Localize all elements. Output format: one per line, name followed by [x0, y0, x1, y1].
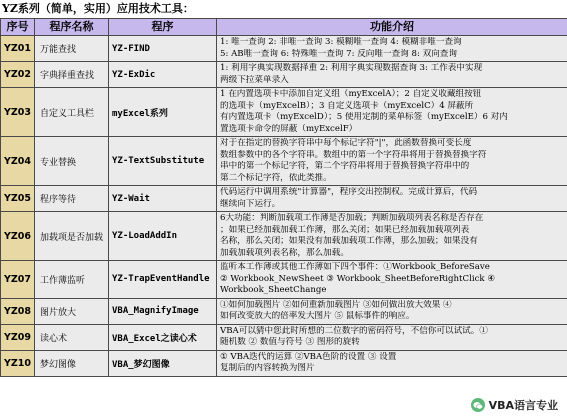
- description-line: 的选项卡（myExcelB）；3 自定义选项卡（myExcelC）4 屏蔽所: [220, 100, 474, 111]
- table-row: [1, 324, 567, 350]
- cell-serial-number: YZ08: [1, 298, 35, 324]
- cell-serial-number: YZ10: [1, 350, 35, 376]
- description-line: VBA可以猜中您此时所想的二位数字的密码符号，不信你可以试试。①: [220, 325, 488, 336]
- table-row: [1, 62, 567, 88]
- table-row: [1, 350, 567, 376]
- description-line: Workbook_SheetChange: [220, 285, 327, 295]
- cell-program: myExcel系列: [109, 88, 217, 137]
- cell-program: YZ-TextSubstitute: [109, 137, 217, 186]
- page-title: YZ系列（简单，实用）应用技术工具：: [2, 2, 194, 15]
- description-line: 有内置选项卡（myExcelD）；5 使用定制的菜单标签（myExcelE）6 对内: [220, 112, 508, 122]
- cell-program: YZ-LoadAddIn: [109, 212, 217, 261]
- table-row: [1, 298, 567, 324]
- cell-description: [217, 36, 567, 62]
- header-program: 程序: [109, 19, 217, 36]
- cell-description: [217, 324, 567, 350]
- description-line: 两级下拉菜单录入: [220, 74, 289, 85]
- cell-program-name: 程序等待: [35, 186, 109, 212]
- description-line: 对于在指定的替换字符串中每个标记字符"|"，此函数替换可变长度: [220, 138, 472, 148]
- cell-program-name: 梦幻图像: [35, 350, 109, 376]
- cell-program-name: 专业替换: [35, 137, 109, 186]
- cell-description: [217, 88, 567, 137]
- cell-description: [217, 186, 567, 212]
- cell-description: [217, 350, 567, 376]
- description-line: ② Workbook_NewSheet ③ Workbook_SheetBeforeRightClick ④: [220, 273, 496, 284]
- cell-program-name: 自定义工具栏: [35, 88, 109, 137]
- cell-description: [217, 261, 567, 299]
- table-row: [1, 137, 567, 186]
- wechat-icon: [471, 398, 485, 412]
- description-line: 6大功能：判断加载项工作薄是否加载；判断加载项列表名称是否存在: [220, 213, 484, 223]
- description-line: 名称，那么关闭；如果没有加载加载项工作薄，那么加载；如果没有: [220, 236, 478, 246]
- cell-program: VBA_MagnifyImage: [109, 298, 217, 324]
- cell-program: YZ-Wait: [109, 186, 217, 212]
- description-line: ①如何加载图片 ②如何重新加载图片 ③如何做出放大效果 ④: [220, 299, 452, 310]
- description-line: 串中的第一个标记字符，第二个字符串将用于替换替换字符串中的: [220, 161, 470, 171]
- description-line: 5: AB唯一查询 6: 特殊唯一查询 7: 反向唯一查询 8: 双向查询: [220, 48, 457, 59]
- watermark-text: VBA语言专业: [488, 399, 558, 412]
- cell-description: [217, 137, 567, 186]
- description-line: 随机数 ② 数值与符号 ③ 图形的旋转: [220, 337, 360, 347]
- watermark: [468, 396, 561, 414]
- cell-serial-number: YZ03: [1, 88, 35, 137]
- cell-program: YZ-FIND: [109, 36, 217, 62]
- description-line: 监听本工作薄或其他工作薄如下四个事件：①Workbook_BeforeSave: [220, 262, 490, 272]
- table-row: [1, 261, 567, 299]
- table-row: [1, 186, 567, 212]
- cell-program: YZ-ExDic: [109, 62, 217, 88]
- cell-description: [217, 298, 567, 324]
- cell-serial-number: YZ04: [1, 137, 35, 186]
- description-line: 数组参数中的各个字符串。数组中的第一个字符串将用于替换替换字符: [220, 149, 487, 160]
- table-row: [1, 212, 567, 261]
- cell-program-name: 读心术: [35, 324, 109, 350]
- description-line: 加载加载项列表名称，那么加载。: [220, 247, 349, 258]
- header-name: 程序名称: [35, 19, 109, 36]
- description-line: 如何改变放大的倍率发大图片 ⑤ 鼠标事件的响应。: [220, 311, 415, 321]
- description-line: 置选项卡命令的屏蔽（myExcelF）: [220, 123, 358, 134]
- cell-program: YZ-TrapEventHandle: [109, 261, 217, 299]
- tools-table: [0, 18, 567, 377]
- cell-program-name: 图片放大: [35, 298, 109, 324]
- cell-serial-number: YZ06: [1, 212, 35, 261]
- cell-program-name: 万能查找: [35, 36, 109, 62]
- cell-program: VBA_Excel之读心术: [109, 324, 217, 350]
- cell-program-name: 加载项是否加载: [35, 212, 109, 261]
- description-line: 1: 唯一查询 2: 非唯一查询 3: 模糊唯一查询 4: 模糊非唯一查询: [220, 37, 462, 47]
- description-line: ① VBA迭代的运算 ②VBA色阶的设置 ③ 设置: [220, 351, 397, 362]
- cell-program: VBA_梦幻图像: [109, 350, 217, 376]
- cell-description: [217, 62, 567, 88]
- header-row: [1, 19, 567, 36]
- description-line: 第二个标记字符，依此类推。: [220, 172, 332, 183]
- description-line: 继续向下运行。: [220, 198, 281, 209]
- cell-program-name: 工作薄监听: [35, 261, 109, 299]
- table-row: [1, 88, 567, 137]
- cell-serial-number: YZ01: [1, 36, 35, 62]
- header-description: 功能介绍: [217, 19, 567, 36]
- cell-serial-number: YZ07: [1, 261, 35, 299]
- description-line: 1: 利用字典实现数据择重 2: 利用字典实现数据查询 3: 工作表中实现: [220, 63, 483, 73]
- header-sn: 序号: [1, 19, 35, 36]
- description-line: 代码运行中调用系统"计算器"，程序交出控制权。完成计算后，代码: [220, 187, 478, 197]
- cell-serial-number: YZ09: [1, 324, 35, 350]
- description-line: 1 在内置选项卡中添加自定义组（myExcelA）；2 自定义收藏组按钮: [220, 89, 482, 99]
- cell-program-name: 字典择重查找: [35, 62, 109, 88]
- table-row: [1, 36, 567, 62]
- cell-serial-number: YZ05: [1, 186, 35, 212]
- description-line: 复制后的内容转换为图片: [220, 363, 315, 373]
- cell-serial-number: YZ02: [1, 62, 35, 88]
- cell-description: [217, 212, 567, 261]
- description-line: ；如果已经加载加载工作薄，那么关闭；如果已经加载加载项列表: [220, 224, 470, 235]
